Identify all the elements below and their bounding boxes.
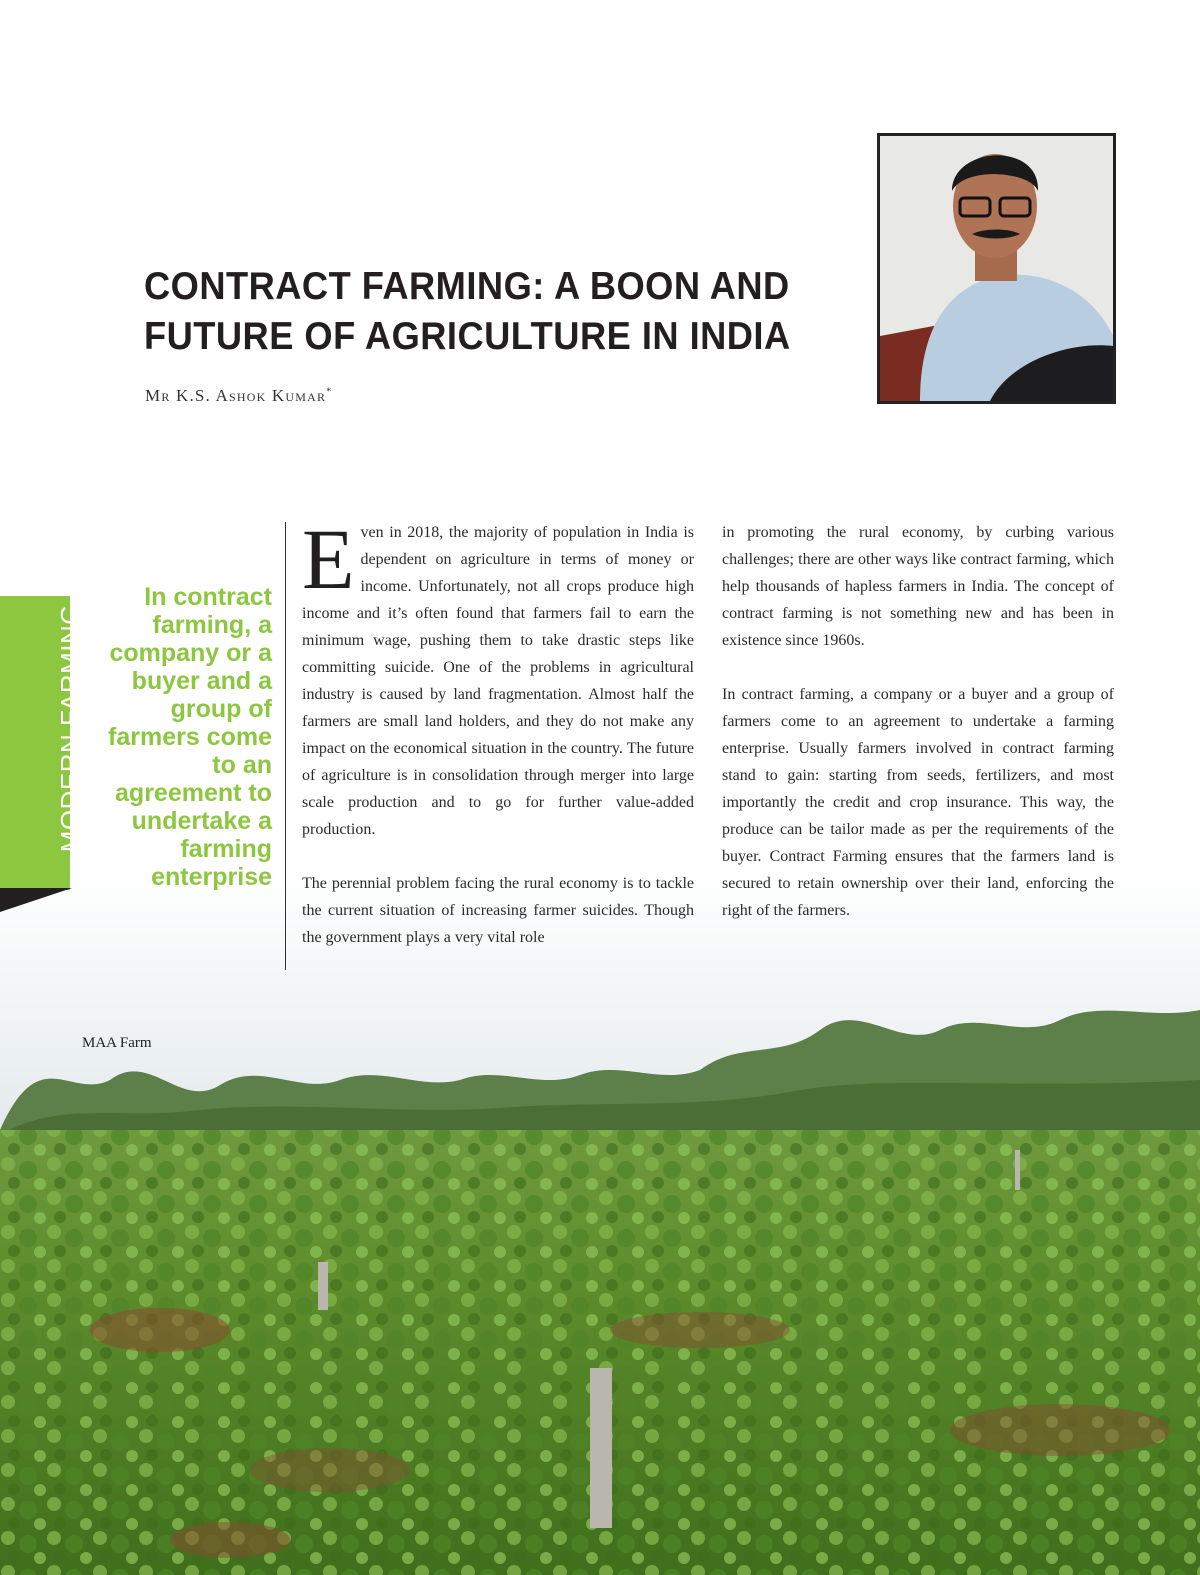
- drop-cap: E: [302, 511, 355, 607]
- section-tab-label: MODERN FARMING: [55, 604, 85, 853]
- body-paragraph-3: in promoting the rural economy, by curbing various challenges; there are other ways like contract farming, which help thousands of hapless farmers in India. The concept of contract farming is not something new and has been in existence since 1960s.: [722, 524, 1114, 649]
- body-column-2: [722, 519, 1114, 951]
- publication-name: MAA Farm: [82, 1035, 152, 1051]
- body-paragraph-2: The perennial problem facing the rural economy is to tackle the current situation of increasing farmer suicides. Though the government plays a very vital role: [302, 875, 694, 946]
- body-paragraph-1: [302, 511, 694, 843]
- section-tab-fold: [0, 888, 72, 912]
- body-paragraph-4: In contract farming, a company or a buyer and a group of farmers come to an agreement to undertake a farming enterprise. Usually farmers involved in contract farming stand to gain: starting from seeds, fertilizers, and most importantly the credit and crop insurance. This way, the produce can be tailor made as per the requirements of the buyer. Contract Farming ensures that the farmers land is secured to retain ownership over their land, enforcing the right of the farmers.: [722, 686, 1114, 919]
- pull-quote-divider: [285, 522, 286, 970]
- pull-quote: In contract farming, a company or a buyer and a group of farmers come to an agreement to undertake a farming enterprise: [108, 583, 272, 891]
- author-footnote-mark: *: [326, 386, 333, 398]
- title-line-2: FUTURE OF AGRICULTURE IN INDIA: [144, 315, 791, 358]
- title-line-1: CONTRACT FARMING: A BOON AND: [144, 265, 790, 308]
- portrait-photo: [877, 133, 1116, 404]
- author-byline: [145, 386, 332, 406]
- article-title: [144, 262, 795, 362]
- portrait-image: [880, 136, 1113, 401]
- author-name: Mr K.S. Ashok Kumar: [145, 386, 327, 405]
- body-paragraph-1-text: ven in 2018, the majority of population in India is dependent on agriculture in terms of money or income. Unfortunately, not all crops produce high income and it’s often found that farmers fail to earn the minimum wage, pushing them to take drastic steps like committing suicide. One of the problems in agricultural industry is caused by land fragmentation. Almost half the farmers are small land holders, and they do not make any impact on the economical situation in the country. The future of agriculture is in consolidation through merger into large scale production and to go for further value-added production.: [302, 524, 694, 838]
- body-column-1: [302, 511, 694, 978]
